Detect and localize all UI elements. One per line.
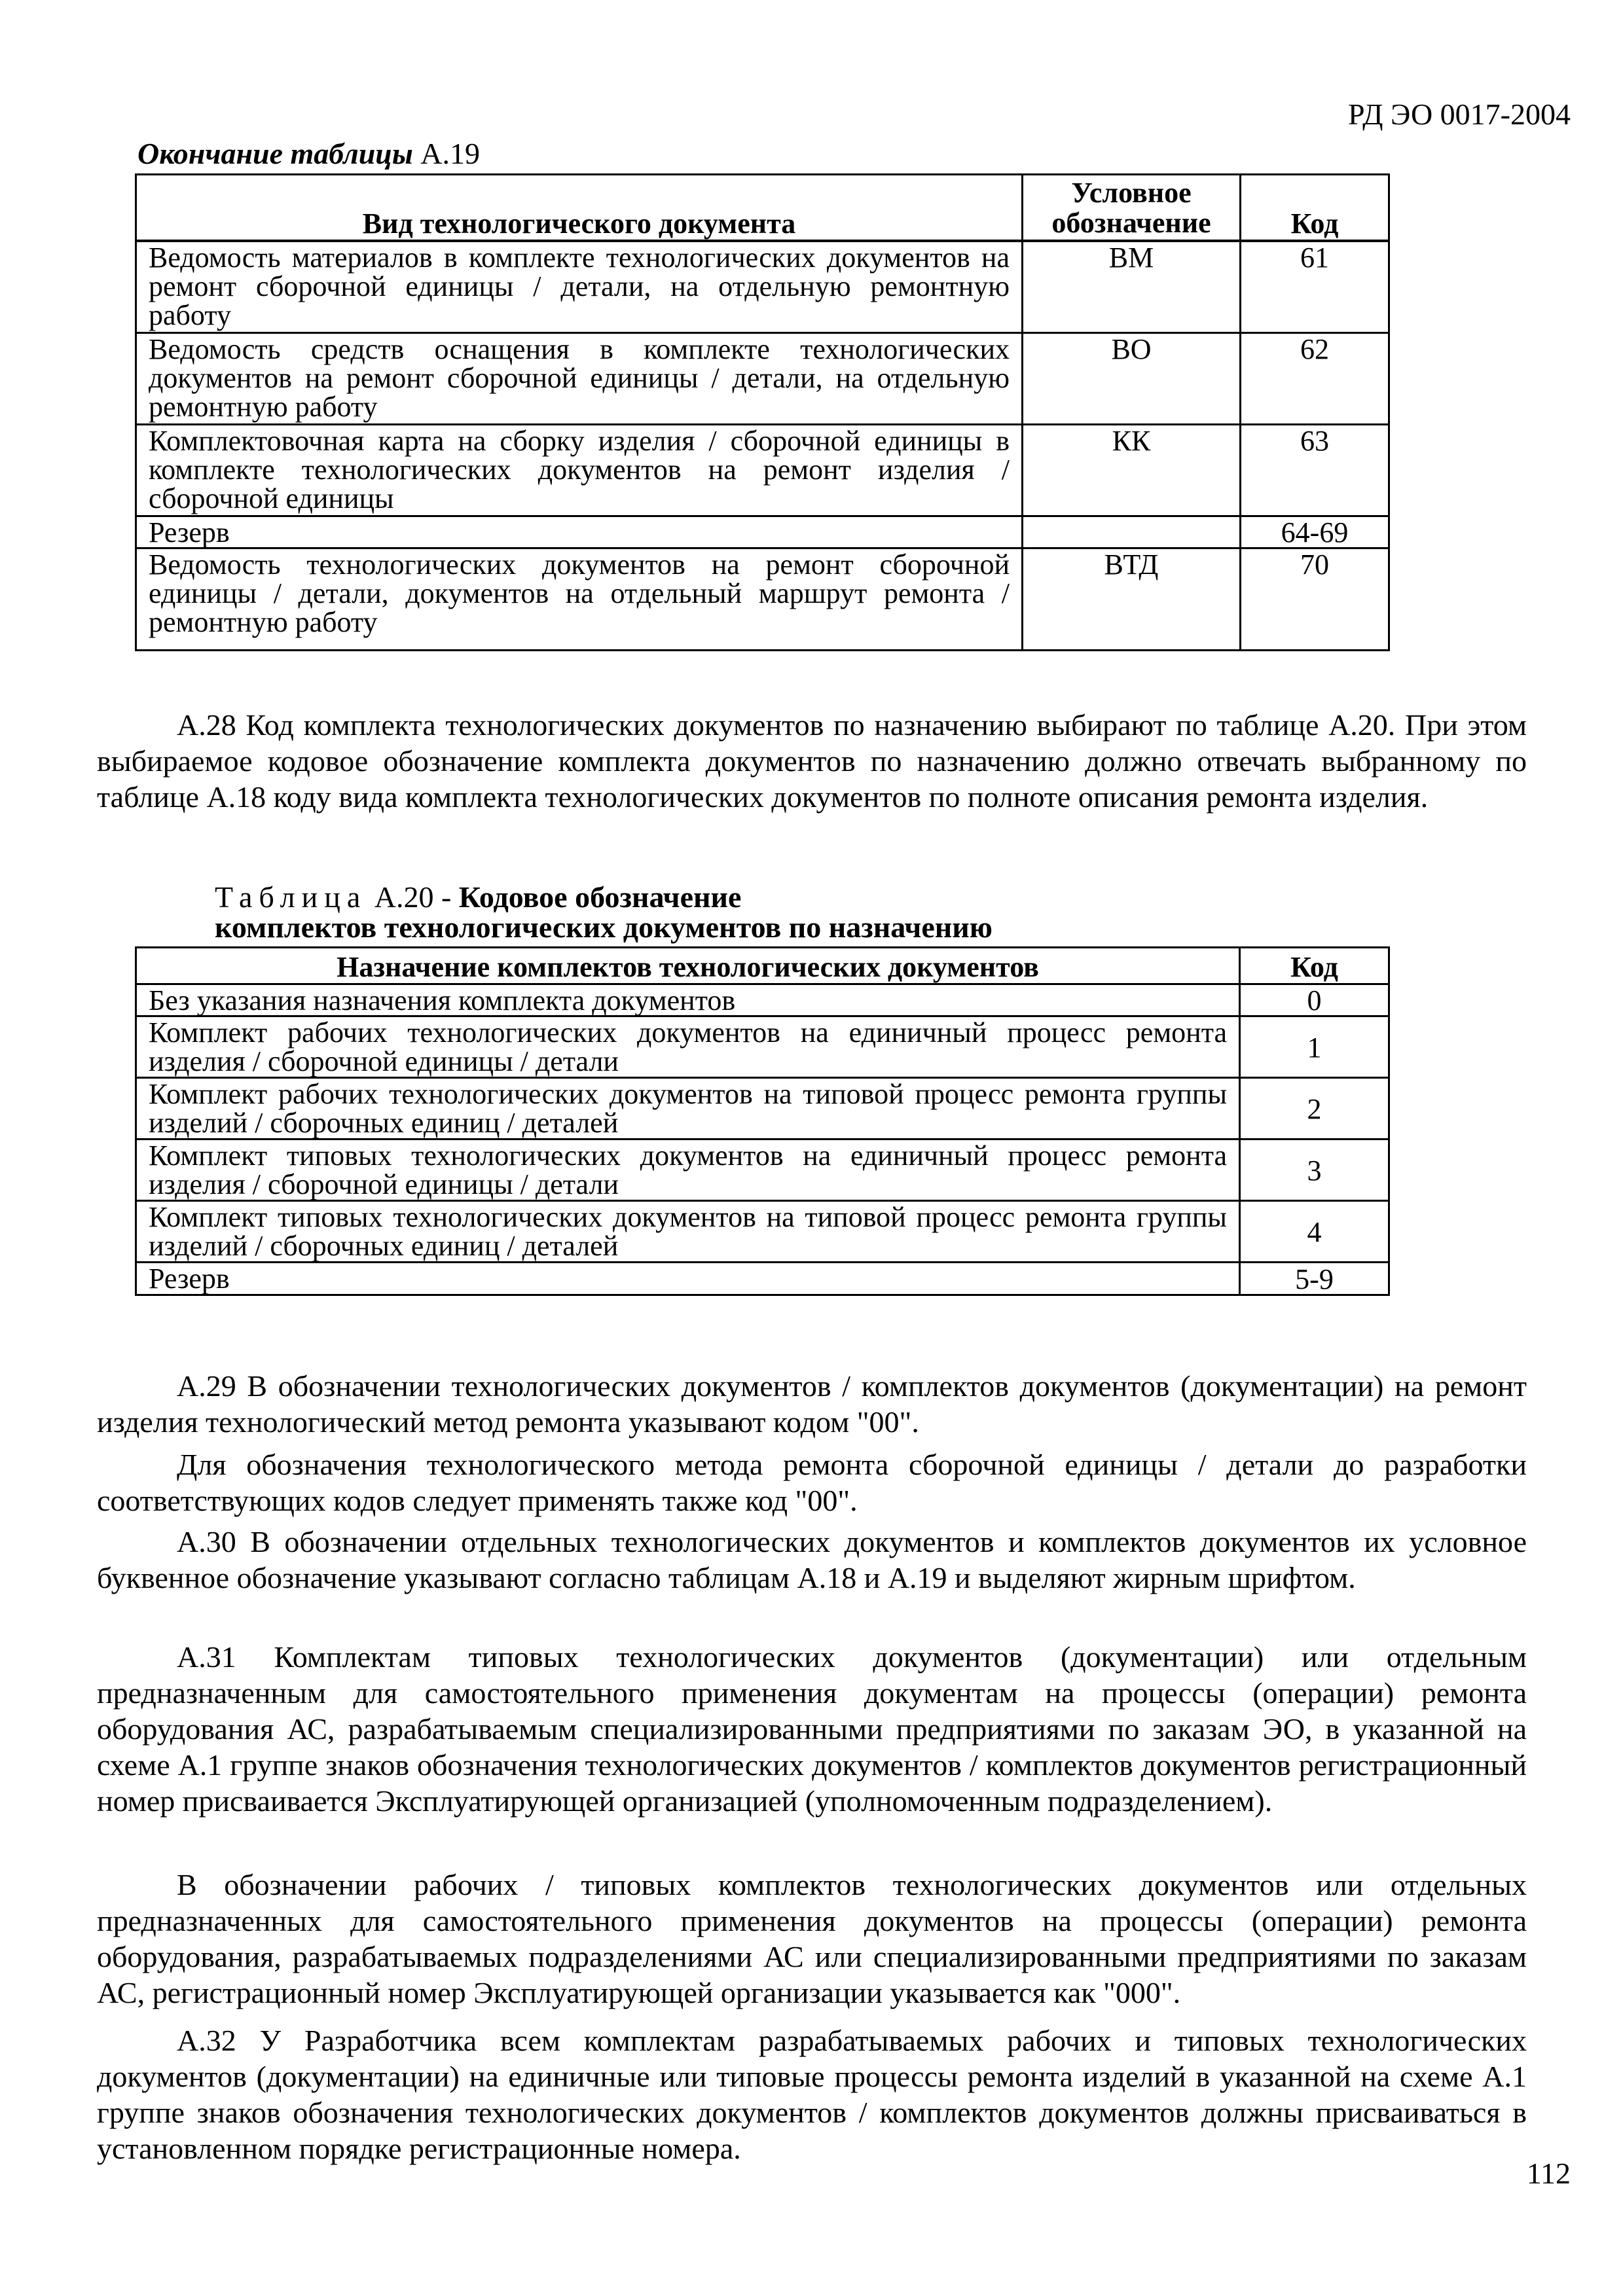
table-row [136, 241, 1389, 332]
row-code: 70 [1241, 548, 1389, 650]
row-purpose: Комплект типовых технологических документов на единичный процесс ремонта изделия / сборочной единицы / детали [136, 1139, 1240, 1201]
table-a20-caption-number: А.20 - [374, 880, 452, 914]
row-doc-type: Резерв [136, 516, 1023, 548]
table-a20-caption [215, 882, 993, 942]
paragraph-a28: А.28 Код комплекта технологических документов по назначению выбирают по таблице А.20. При этом выбираемое кодовое обозначение комплекта документов по назначению должно отвечать выбранному по таблице А.18 коду вида комплекта технологических документов по полноте описания ремонта изделия. [97, 708, 1527, 814]
column-header-doc-type: Вид технологического документа [136, 175, 1023, 242]
row-doc-type: Ведомость материалов в комплекте технологических документов на ремонт сборочной единицы / детали, на отдельную ремонтную работу [136, 241, 1023, 332]
row-symbol: ВТД [1023, 548, 1241, 650]
table-a19 [135, 173, 1390, 651]
table-a20-caption-title-1: Кодовое обозначение [458, 880, 742, 914]
row-code: 4 [1240, 1201, 1389, 1263]
paragraph-a31: А.31 Комплектам типовых технологических документов (документации) или отдельным предназначенным для самостоятельного применения документам на процессы (операции) ремонта оборудования АС, разрабатываемым специализированными предприятиями по заказам ЭО, в указанной на схеме А.1 группе знаков обозначения технологических документов / комплектов документов регистрационный номер присваивается Эксплуатирующей организацией (уполномоченным подразделением). [97, 1640, 1527, 1818]
table-row [136, 1201, 1389, 1263]
document-code: РД ЭО 0017-2004 [1348, 98, 1571, 131]
row-code: 64-69 [1241, 516, 1389, 548]
table-header-row [136, 948, 1389, 984]
paragraph-a30: А.30 В обозначении отдельных технологических документов и комплектов документов их условное буквенное обозначение указывают согласно таблицам А.18 и А.19 и выделяют жирным шрифтом. [97, 1525, 1527, 1594]
column-header-code: Код [1241, 175, 1389, 242]
table-row [136, 1263, 1389, 1295]
table-a19-caption-italic: Окончание таблицы [137, 137, 413, 170]
row-doc-type: Комплектовочная карта на сборку изделия / сборочной единицы в комплекте технологических документов на ремонт изделия / сборочной единицы [136, 424, 1023, 516]
row-code: 2 [1240, 1078, 1389, 1139]
table-a20 [135, 946, 1390, 1296]
row-purpose: Резерв [136, 1263, 1240, 1295]
row-purpose: Комплект рабочих технологических документов на типовой процесс ремонта группы изделий / сборочных единиц / деталей [136, 1078, 1240, 1139]
column-header-symbol: Условное обозначение [1023, 175, 1241, 242]
column-header-code: Код [1240, 948, 1389, 984]
page-number: 112 [1526, 2157, 1571, 2190]
paragraph-a29-continuation: Для обозначения технологического метода ремонта сборочной единицы / детали до разработки соответствующих кодов следует применять также код "00". [97, 1448, 1527, 1517]
table-row [136, 516, 1389, 548]
row-symbol: ВМ [1023, 241, 1241, 332]
table-a20-caption-title-2: комплектов технологических документов по назначению [215, 910, 993, 944]
table-a19-caption [137, 139, 480, 169]
table-a20-caption-label: Таблица [215, 880, 367, 914]
row-symbol: КК [1023, 424, 1241, 516]
row-code: 0 [1240, 984, 1389, 1016]
paragraph-a29: А.29 В обозначении технологических документов / комплектов документов (документации) на ремонт изделия технологический метод ремонта указывают кодом "00". [97, 1369, 1527, 1439]
table-row [136, 1078, 1389, 1139]
row-code: 62 [1241, 332, 1389, 424]
row-symbol: ВО [1023, 332, 1241, 424]
row-code: 5-9 [1240, 1263, 1389, 1295]
table-row [136, 548, 1389, 650]
row-code: 63 [1241, 424, 1389, 516]
table-row [136, 984, 1389, 1016]
row-symbol [1023, 516, 1241, 548]
row-purpose: Без указания назначения комплекта документов [136, 984, 1240, 1016]
table-row [136, 332, 1389, 424]
table-row [136, 1016, 1389, 1078]
row-purpose: Комплект рабочих технологических документов на единичный процесс ремонта изделия / сборочной единицы / детали [136, 1016, 1240, 1078]
row-code: 1 [1240, 1016, 1389, 1078]
row-doc-type: Ведомость технологических документов на ремонт сборочной единицы / детали, документов на отдельный маршрут ремонта / ремонтную работу [136, 548, 1023, 650]
row-code: 61 [1241, 241, 1389, 332]
table-row [136, 424, 1389, 516]
paragraph-a31-continuation: В обозначении рабочих / типовых комплектов технологических документов или отдельных предназначенных для самостоятельного применения документов на процессы (операции) ремонта оборудования, разрабатываемых подразделениями АС или специализированными предприятиями по заказам АС, регистрационный номер Эксплуатирующей организации указывается как "000". [97, 1868, 1527, 2009]
row-code: 3 [1240, 1139, 1389, 1201]
row-doc-type: Ведомость средств оснащения в комплекте технологических документов на ремонт сборочной единицы / детали, на отдельную ремонтную работу [136, 332, 1023, 424]
table-row [136, 1139, 1389, 1201]
table-a19-caption-number: А.19 [420, 137, 481, 170]
column-header-purpose: Назначение комплектов технологических документов [136, 948, 1240, 984]
table-header-row [136, 175, 1389, 242]
row-purpose: Комплект типовых технологических документов на типовой процесс ремонта группы изделий / сборочных единиц / деталей [136, 1201, 1240, 1263]
paragraph-a32: А.32 У Разработчика всем комплектам разрабатываемых рабочих и типовых технологических документов (документации) на единичные или типовые процессы ремонта изделий в указанной на схеме А.1 группе знаков обозначения технологических документов / комплектов документов должны присваиваться в установленном порядке регистрационные номера. [97, 2024, 1527, 2165]
